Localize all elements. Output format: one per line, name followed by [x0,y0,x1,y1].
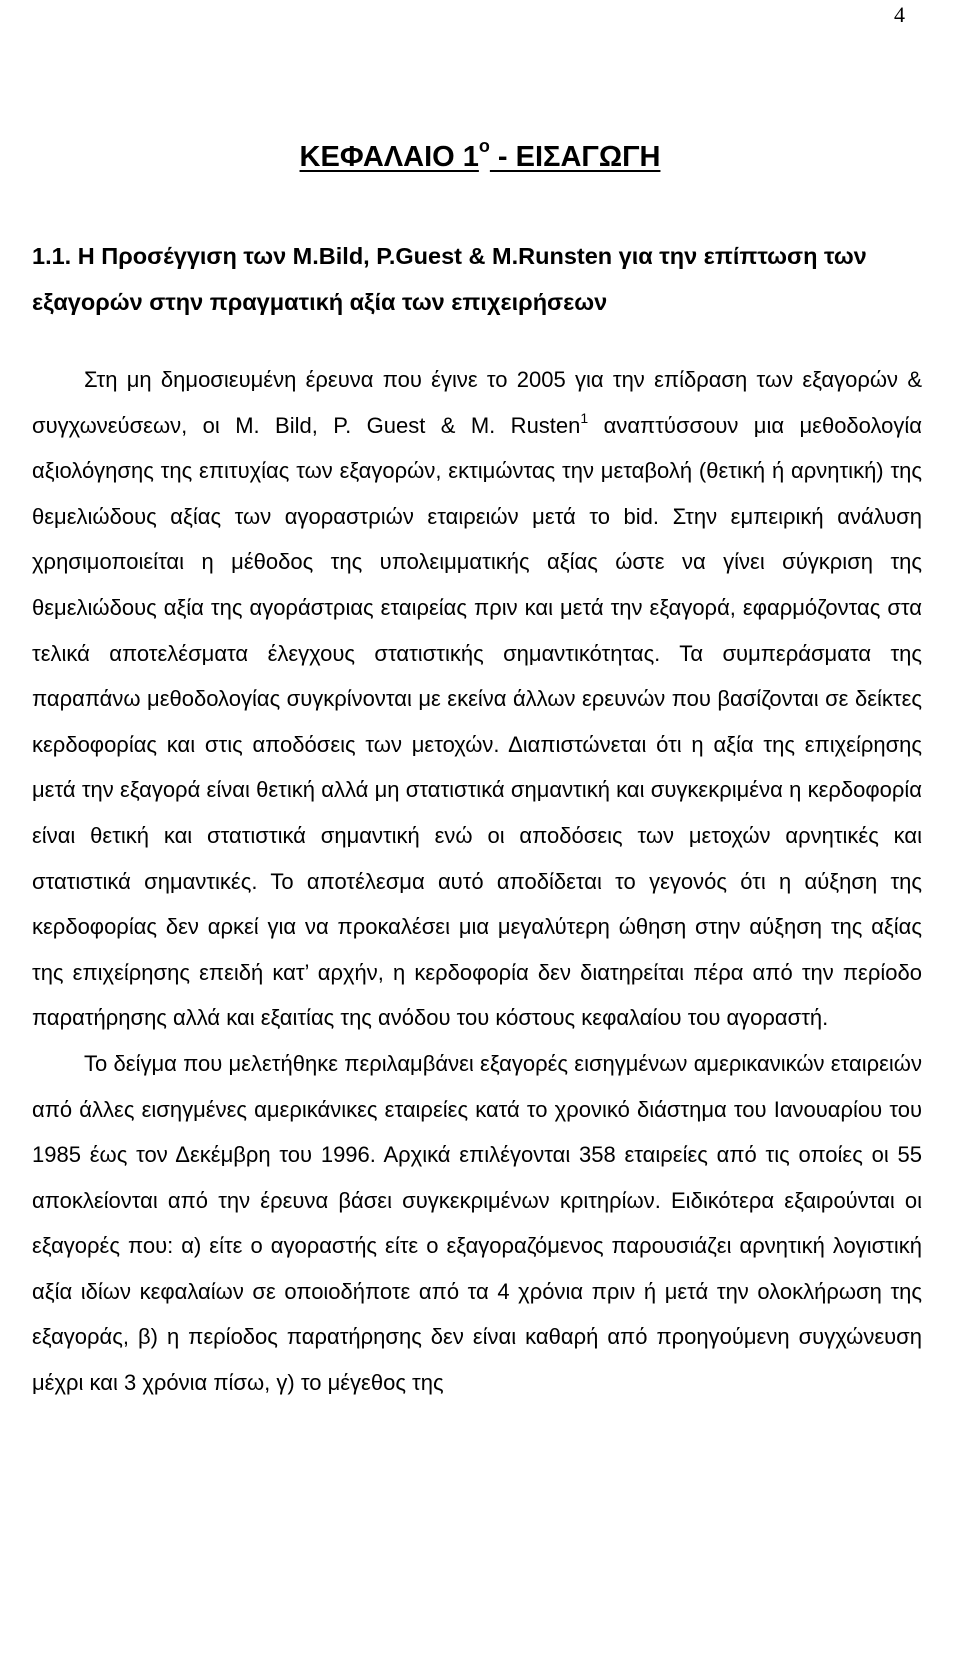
section-heading: 1.1. Η Προσέγγιση των M.Bild, P.Guest & M.Runsten για την επίπτωση των εξαγορών στην πραγματική αξία των επιχειρήσεων [32,243,867,315]
chapter-title-main: ΚΕΦΑΛΑΙΟ 1 [299,141,479,173]
paragraph-1-text-rest: αναπτύσσουν μια μεθοδολογία αξιολόγησης της επιτυχίας των εξαγορών, εκτιμώντας την μεταβολή (θετική ή αρνητική) της θεμελιώδους αξίας των αγοραστριών εταιρειών μετά το bid. Στην εμπειρική ανάλυση χρησιμοποιείται η μέθοδος της υπολειμματικής αξίας ώστε να γίνει σύγκριση της θεμελιώδους αξία της αγοράστριας εταιρείας πριν και μετά την εξαγορά, εφαρμόζοντας στα τελικά αποτελέσματα έλεγχους στατιστικής σημαντικότητας. Τα συμπεράσματα της παραπάνω μεθοδολογίας συγκρίνονται με εκείνα άλλων ερευνών που βασίζονται σε δείκτες κερδοφορίας και στις αποδόσεις των μετοχών. Διαπιστώνεται ότι η αξία της επιχείρησης μετά την εξαγορά είναι θετική αλλά μη στατιστικά σημαντική και συγκεκριμένα η κερδοφορία είναι θετική και στατιστικά σημαντική ενώ οι αποδόσεις των μετοχών αρνητικές και στατιστικά σημαντικές. Το αποτέλεσμα αυτό αποδίδεται το γεγονός ότι η αύξηση της κερδοφορίας δεν αρκεί για να προκαλέσει μια μεγαλύτερη ώθηση στην αύξηση της αξίας της επιχείρησης επειδή κατ’ αρχήν, η κερδοφορία δεν διατηρείται πέρα από την περίοδο παρατήρησης αλλά και εξαιτίας της ανόδου του κόστους κεφαλαίου του αγοραστή. [32,412,922,1031]
page-number: 4 [894,2,905,27]
footnote-reference: 1 [580,409,589,426]
page-content [32,233,922,1406]
paragraph-1 [32,357,922,1041]
paragraph-2: Το δείγμα που μελετήθηκε περιλαμβάνει εξαγορές εισηγμένων αμερικανικών εταιρειών από άλλες εισηγμένες αμερικάνικες εταιρείες κατά το χρονικό διάστημα του Ιανουαρίου του 1985 έως τον Δεκέμβρη του 1996. Αρχικά επιλέγονται 358 εταιρείες από τις οποίες οι 55 αποκλείονται από την έρευνα βάσει συγκεκριμένων κριτηρίων. Ειδικότερα εξαιρούνται οι εξαγορές που: α) είτε ο αγοραστής είτε ο εξαγοραζόμενος παρουσιάζει αρνητική λογιστική αξία ιδίων κεφαλαίων σε οποιοδήποτε από τα 4 χρόνια πριν ή μετά την ολοκλήρωση της εξαγοράς, β) η περίοδος παρατήρησης δεν είναι καθαρή από προηγούμενη συγχώνευση μέχρι και 3 χρόνια πίσω, γ) το μέγεθος της [32,1050,922,1396]
chapter-title-superscript: ο [478,136,490,156]
chapter-title [0,136,960,175]
paragraph-1-text-start: Στη μη δημοσιευμένη έρευνα που έγινε το 2005 για την επίδραση των εξαγορών & συγχωνεύσεων, οι M. Bild, P. Guest & M. Rusten [32,367,922,438]
chapter-title-rest: - ΕΙΣΑΓΩΓΗ [489,141,661,173]
